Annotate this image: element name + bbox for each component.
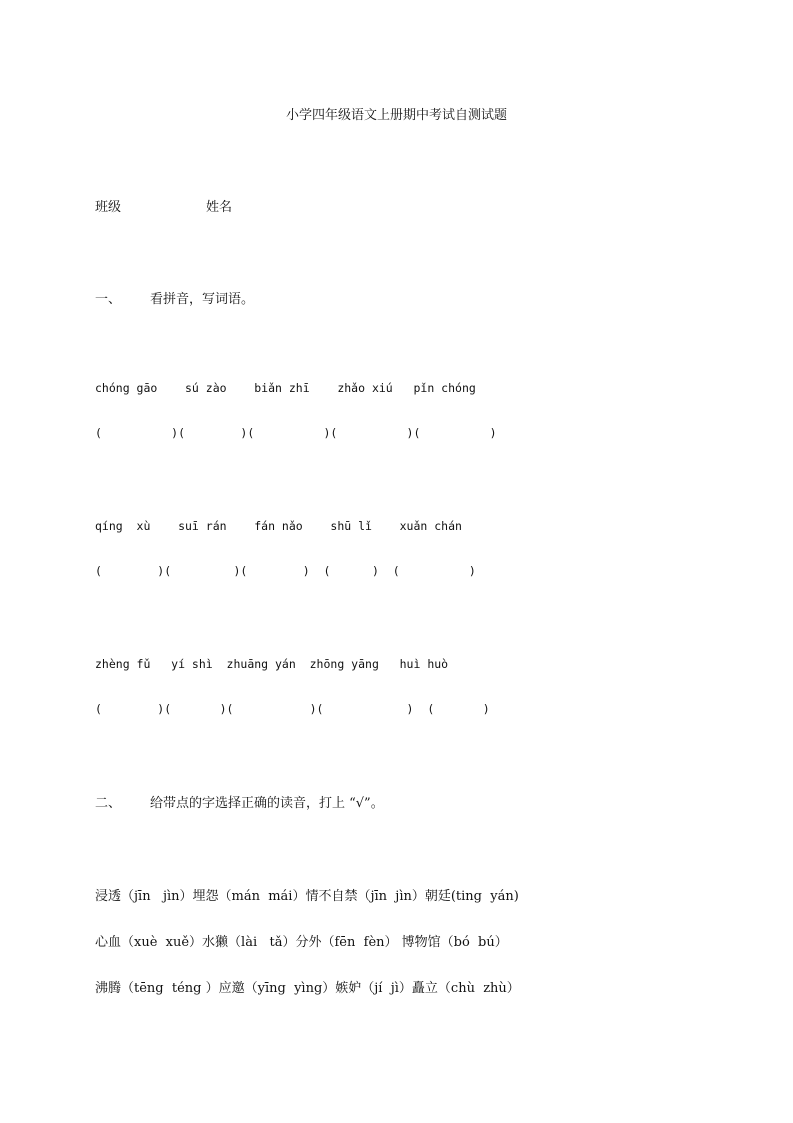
section-2-instruction: 给带点的字选择正确的读音，打上 “√”。	[150, 796, 384, 811]
section-1-number: 一、	[95, 292, 122, 307]
pinyin-row-2: qíng xù suī rán fán nǎo shū lǐ xuǎn chán	[95, 519, 462, 533]
section-2-number: 二、	[95, 796, 122, 811]
pinyin-row-3: zhèng fǔ yí shì zhuāng yán zhōng yāng huì huò	[95, 657, 449, 671]
section-1-instruction: 看拼音，写词语。	[150, 292, 255, 307]
blank-row-3: ( )( )( )( ) ( )	[95, 702, 490, 716]
page-title: 小学四年级语文上册期中考试自测试题	[285, 108, 507, 123]
name-label: 姓名	[206, 200, 233, 215]
reading-choice-line-1: 浸透（jīn jìn）埋怨（mán mái）情不自禁（jīn jìn）朝廷(ting yán)	[95, 889, 519, 904]
reading-choice-line-3: 沸腾（tēng téng ）应邀（yīng yìng）嫉妒（jí jì）矗立（chù zhù）	[95, 981, 520, 996]
class-label: 班级	[95, 200, 122, 215]
reading-choice-line-2: 心血（xuè xuě）水獭（lài tǎ）分外（fēn fèn） 博物馆（bó bú）	[95, 935, 508, 950]
blank-row-1: ( )( )( )( )( )	[95, 426, 497, 440]
pinyin-row-1: chóng gāo sú zào biǎn zhī zhǎo xiú pǐn chóng	[95, 381, 476, 395]
blank-row-2: ( )( )( ) ( ) ( )	[95, 564, 476, 578]
